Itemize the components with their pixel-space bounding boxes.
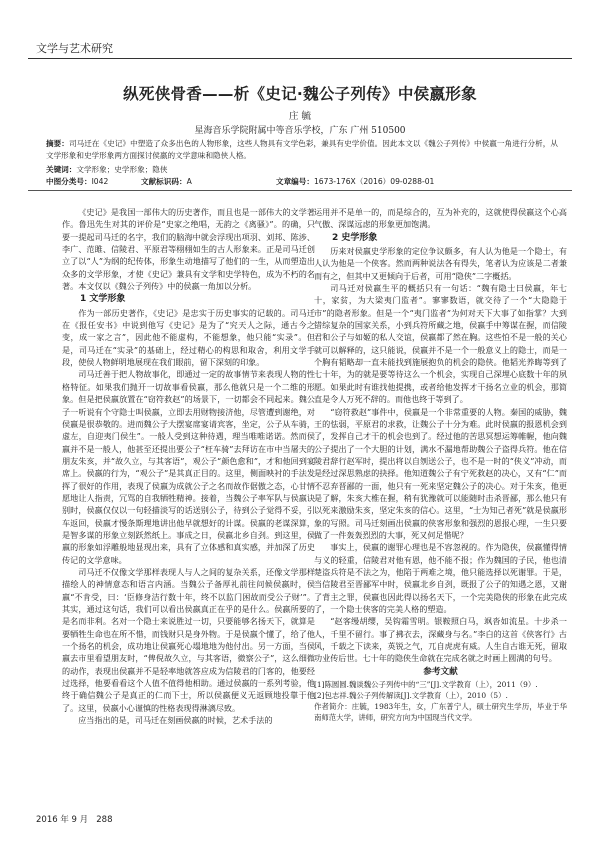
article-author: 庄 毓 [288,111,312,122]
paragraph: 应当指出的是，司马迁在刻画侯嬴的时候，艺术手法的 [78,715,273,726]
reference-item: [2]包志祥.魏公子列传解读[J].文学教育（上），2010（5）. [314,691,508,701]
body-rule [28,190,572,191]
article-number-value: 1673-176X（2016）09-0288-01 [313,177,435,186]
abstract-label: 摘要： [46,139,69,148]
doc-code-value: A [186,177,192,186]
classification-row [46,176,516,187]
keywords-text: 文学形象；史学形象；隐侠 [76,165,168,174]
paragraph: 作为一部历史著作，《史记》是忠实于历史事实的记载的。司马迁在《报任安书》中说到他写《史记》是为了“究天人之际，通古今之变，成一家之言”，因此他不能虚构，不能想象，他只能“实录”。但是，司马迁在“实录”的基础上，经过精心的构思和取舍，利用文学手段，使侯人物鲜明地展现在我们眼前，留下深刻的印象。 [62,307,315,368]
paragraph: 司马迁善于把人物故事化，即通过一定的故事情节来表现人物的性格特征。如果我们抛开一切故事看侯嬴，那么他就只是一个二维的形象。但是把侯嬴放置在“窃符救赵”的场景下，一切都会不同起来。魏公子一听说有个守隐士叫侯嬴，立即去用财物接济他，尽管遭到谢绝，对侯嬴是很恭敬的。进而魏公子大摆宴席宴请宾客，坐定，公子从车骑，虚左，自迎夷门侯生”。一般人受到这种待遇，理当唯唯诺诺。然而侯嬴并不是一般人，他甚至还提出要公子“枉车骑”去拜访在市中当屠夫的朋友朱亥，并“故久立，与其客语”，观公子“颜色愈和”，才和他回到宴席上。侯嬴的行为，“观公子”是其真正目的。这里，侧面映衬的手法发挥了很好的作用，表现了侯嬴为成就公子之名而故作倨傲之态，心甘情愿地让人指责，冗骂的自我牺牲精神。接着，当魏公子率军队与侯嬴诀别时，侯嬴仅仅以一句轻描淡写的话送别公子，待到公子觉得不妥，引车返回，侯嬴才慢条斯理地讲出他早就想好的计谋。侯嬴的老谋深算，是智多谋的形象立刻跃然纸上。事成之日，侯嬴北乡自刭。到这里，侯嬴的形象如浮雕般地显现出来，具有了立体感和真实感，并加深了历史传记的文学意味。 [62,369,315,565]
page-footer [36,813,113,825]
keywords-label: 关键词： [46,165,77,174]
abstract-text: 司马迁在《史记》中塑造了众多出色的人物形象，这些人物具有文学色彩，兼具有史学价值。因此本文以《魏公子列传》中侯嬴一角进行分析，从文学形象和史学形象两方面探讨侯嬴的文学意味和隐侠人格。 [46,139,559,160]
header-rule [28,58,572,59]
author-affiliation: 星海音乐学院附属中等音乐学校，广东 广州 510500 [194,126,406,136]
page-number: 288 [96,815,113,825]
paragraph: “窃符救赵”事件中，侯嬴是一个非常重要的人物。秦国的威胁，魏王的怯弱，平原君的求救，让魏公子十分为难。此时侯嬴的报恩机会到了，发挥自己才干的机会也到了。经过他的苦思冥想运筹帷幄，他向魏公子提出了一个大胆的计划，满水不漏地帮助魏公子盗得兵符。他在信陵君辞行赵军时，提出将以自刎送公子，也不是一时的“侠义”冲动，而是经过深思熟虑的抉择。他知道魏公子有宁死救赵的决心，又有“仁”而不忍弃晋鄙的一面，他只有一死来坚定魏公子的决心。对于朱亥，他更是了解，朱亥大椎在握，稍有犹豫就可以能随时击杀晋鄙，那么他只有以死来激励朱亥，坚定朱亥的信心。这里，“士为知己者死”就是侯嬴形象的写照。司马迁刻画出侯嬴的侠客形象和强烈的恩报心理，一生只要做了一件轰轰烈烈的大事，死又何足惜呢？ [314,406,567,540]
paragraph: 司马迁不仅像文学那样表现人与人之间的复杂关系，还像文学那样描绘人的神情意态和语言内涵。当魏公子备厚礼前往问候侯嬴时，侯嬴“不肯受，曰：‘臣修身洁行数十年，终不以监门困故而受公子财’”。其实，通过这句话，我们可以看出侯嬴真正在乎的是什么。侯嬴所要的是名而非利。名对一个隐士来说胜过一切，只要能够名扬天下，就算是要牺牲生命也在所不惜，而钱财只是身外物。于是侯嬴个懂了，给了他一个扬名的机会，成功地让侯嬴死心塌地地为他付出。另一方面，当侯嬴去市里看望朋友时，“俾倪故久立，与其客语，微察公子”，这么细微的动作，表现出侯嬴并不是轻率地就答应成为信陵君的门客的，他要经过选择，他要看看这个人值不值得他相助。通过侯嬴的一系列考验，他终于确信魏公子是真正的仁而下士，所以侯嬴便义无返顾地投靠于他了。这里，侯嬴小心谨慎的性格表现得淋漓尽致。 [62,566,315,713]
doc-code-label: 文献标识码： [141,177,187,186]
section-heading-2: 2 史学形象 [332,232,378,243]
section-heading-1: 1 文学形象 [80,294,126,305]
reference-item: [1]陈圆圆.魏谈魏公子列传中的“三”[J].文学教育（上），2011（9）. [314,680,538,690]
journal-section-header: 文学与艺术研究 [36,42,113,55]
keywords [46,164,558,175]
article-title: 纵死侠骨香——析《史记·魏公子列传》中侯嬴形象 [123,85,477,103]
clc-label: 中图分类号： [46,177,92,186]
paragraph: 运用并不是单一的，而是综合的，互为补充的，这就使得侯嬴这个心高气傲、深谋远虑的形象更加饱满。 [314,207,567,230]
paragraph: “赵客缦胡缨，吴钩霜雪明。银鞍照白马，飒沓如流星。十步杀一人，千里不留行。事了拂衣去，深藏身与名。”李白的这首《侠客行》古风，千载之下读来，英锐之气，兀自虎虎有威。人生自古谁无死，留取功业传后世。七十年的隐侠生命就在完成名就之时画上圆满的句号。 [314,616,567,664]
paragraph: 司马迁对侯嬴生平的概括只有一句话：“魏有隐士曰侯嬴，年七十，家贫，为大梁夷门监者”。寥寥数语，就交待了一个“大隐隐于市”的隐者形象。但是一个“夷门监者”为何对天下大事了如指掌？大到错综复杂的国家关系，小到兵符所藏之地，侯嬴手中筹谋在握，而信陵君和公子与如姬的私人交谊，侯嬴都了然在胸。这些怕不是一般的关心就可以解释的，这只能说，侯嬴并不是一个一般意义上的隐士，而是一个胸有韬略却一直未能找到施展抱负的机会的隐侠。他韬光养晦等到了七十年，为的就是要等待这么一个机会，实现自己深埋心底数十年的夙愿。如果此时有谁找他提携，或者给他发挥才干扬名立业的机会，那简直是令人万死不辞的。而他也终于等到了。 [314,283,567,405]
abstract [46,138,558,161]
issue-date: 2016 年 9 月 [36,815,89,825]
left-column [62,206,315,726]
right-column [314,206,567,723]
article-number-label: 文章编号： [276,177,314,186]
author-bio: 作者简介：庄毓，1983年生，女，广东普宁人，硕士研究生学历，毕业于华南师范大学，讲师，研究方向为中国现当代文学。 [314,702,567,723]
clc-value: I042 [91,177,109,186]
paragraph: 《史记》是我国一部伟大的历史著作，而且也是一部伟大的文学著作。鲁迅先生对其的评价是“史家之绝唱，无韵之《离骚》”。的确，只要一提起司马迁的名字，我们的脑海中就会浮现出项羽、刘邦、陈涉、李广、范雎、信陵君、平原君等栩栩如生的古人形象来。正是司马迁创立了以“人”为纲的纪传体，形象生动地描写了他们的一生，从而塑造出众多的文学形象，才使《史记》兼具有文学和史学特色，成为不朽的名著。本文仅以《魏公子列传》中的侯嬴一角加以分析。 [62,207,315,292]
paragraph: 事实上，侯嬴的谢罪心理也是不容忽视的。作为隐侠，侯嬴懂得情与义的轻重，信陵君对他有恩，他不能不报；作为魏国的子民，他也清楚盗兵符是不法之为，他陷于两难之境，他只能选择以死谢罪。于是，当信陵君至晋鄙军中时，侯嬴北乡自刭，既报了公子的知遇之恩，又谢了背主之罪，侯嬴也因此得以扬名天下，一个完美隐侠的形象在此完成了，一个隐士侠客的完美人格的塑造。 [314,542,567,614]
paragraph: 历来对侯嬴史学形象的定位争议颇多，有人认为他是一个隐士，有人认为他是一个侠客。然而两种说法各有得失，笔者认为应该是二者兼而有之，但其中又更倾向于后者，可用“隐侠”二字概括。 [314,246,567,281]
references-heading: 参考文献 [423,666,458,677]
